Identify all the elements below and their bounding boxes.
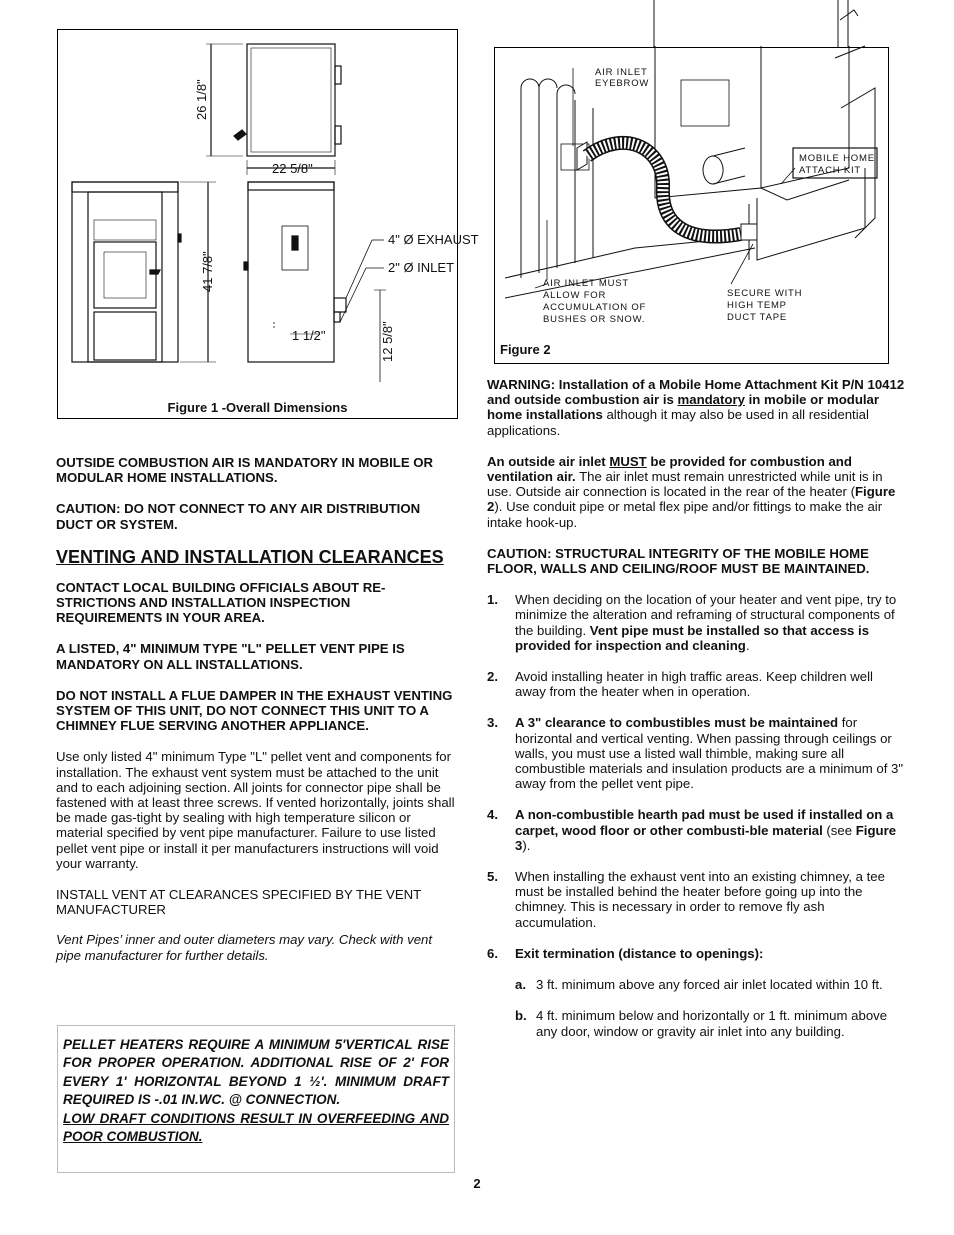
label-allow-2: ALLOW FOR	[543, 290, 607, 301]
figure-1-drawing	[58, 30, 479, 420]
label-allow-4: BUSHES OR SNOW.	[543, 314, 646, 325]
officials-notice: CONTACT LOCAL BUILDING OFFICIALS ABOUT RE-STRICTIONS AND INSTALLATION INSPECTION REQUIREMENTS IN YOUR AREA.	[56, 579, 386, 626]
diameter-note: Vent Pipes’ inner and outer diameters may vary. Check with vent pipe manufacturer for further details.	[56, 932, 433, 963]
label-eyebrow-2: EYEBROW	[595, 78, 650, 89]
dim-offset: 1 1/2"	[292, 328, 326, 343]
mandatory-air-notice: OUTSIDE COMBUSTION AIR IS MANDATORY IN MOBILE OR MODULAR HOME INSTALLATIONS.	[56, 455, 434, 486]
section-heading: VENTING AND INSTALLATION CLEARANCES	[56, 546, 444, 567]
air-inlet-paragraph: An outside air inlet MUST be provided for combustion and ventilation air. The air inlet must remain unrestricted while unit is in use. Outside air connection is located in the rear of the heater (Figure 2). Use conduit pipe or metal flex pipe and/or fittings to make the air intake hook-up.	[487, 453, 896, 530]
label-secure-3: DUCT TAPE	[727, 312, 787, 323]
label-secure-1: SECURE WITH	[727, 288, 803, 299]
sub-list-item: a. 3 ft. minimum above any forced air inlet located within 10 ft.	[515, 977, 883, 993]
dim-front-height: 41 7/8"	[200, 251, 215, 292]
page-number: 2	[473, 1176, 481, 1191]
label-allow-1: AIR INLET MUST	[543, 278, 629, 289]
list-item: 1. When deciding on the location of your heater and vent pipe, try to minimize the alteration and reframing of structural components of the building. Vent pipe must be installed so that access is provided for inspection and cleaning.	[487, 592, 897, 653]
clearance-notice: INSTALL VENT AT CLEARANCES SPECIFIED BY THE VENT MANUFACTURER	[56, 887, 421, 918]
label-secure-2: HIGH TEMP	[727, 300, 787, 311]
vent-pipe-notice: A LISTED, 4" MINIMUM TYPE "L" PELLET VENT PIPE IS MANDATORY ON ALL INSTALLATIONS.	[56, 641, 405, 672]
list-item: 4. A non-combustible hearth pad must be used if installed on a carpet, wood floor or other combusti-ble material (see Figure 3).	[487, 807, 897, 853]
right-column	[487, 377, 905, 1039]
figure-2-drawing	[495, 48, 888, 363]
draft-requirements-box	[57, 1025, 455, 1173]
sub-list-item: b. 4 ft. minimum below and horizontally or 1 ft. minimum above any door, window or gravity air inlet into any building.	[515, 1008, 888, 1039]
duct-caution: CAUTION: DO NOT CONNECT TO ANY AIR DISTRIBUTION DUCT OR SYSTEM.	[56, 501, 421, 532]
label-kit-1: MOBILE HOME	[799, 153, 875, 164]
label-kit-2: ATTACH KIT	[799, 165, 862, 176]
flue-damper-warning: DO NOT INSTALL A FLUE DAMPER IN THE EXHAUST VENTING SYSTEM OF THIS UNIT, DO NOT CONNECT THIS UNIT TO A CHIMNEY FLUE SERVING ANOTHER APPLIANCE.	[56, 687, 453, 734]
label-allow-3: ACCUMULATION OF	[543, 302, 647, 313]
figure-2-caption: Figure 2	[500, 341, 551, 357]
list-item: 6. Exit termination (distance to openings):	[487, 945, 764, 961]
figure-1	[57, 29, 479, 419]
list-item: 3. A 3" clearance to combustibles must be maintained for horizontal and vertical venting. When passing through ceilings or walls, you must use a listed wall thimble, making sure all combustible materials and insulation products are a minimum of 3" away from the pellet vent pipe.	[487, 715, 904, 792]
dim-vent-height: 12 5/8"	[380, 321, 395, 362]
draft-requirement: PELLET HEATERS REQUIRE A MINIMUM 5'VERTICAL RISE FOR PROPER OPERATION. ADDITIONAL RISE OF 2' FOR EVERY 1' HORIZONTAL BEYOND 1 ½'. MINIMUM DRAFT REQUIRED IS -.01 IN.WC. @ CONNECTION.	[63, 1037, 449, 1108]
left-column	[56, 455, 458, 963]
list-item: 2. Avoid installing heater in high traffic areas. Keep children well away from the heater when in operation.	[487, 669, 873, 700]
vent-instructions: Use only listed 4" minimum Type "L" pellet vent and components for installation. The exhaust vent system must be attached to the unit and to each adjoining section. All joints for connector pipe shall be fastened with at least three screws. If vented horizontally, joints shall be made gas-tight by sealing with high temperature silicon or material specified by vent pipe manufacturer. Failure to use listed pellet vent pipe or install it per manufacturers instructions will void your warranty.	[56, 749, 455, 871]
dim-inlet: 2" Ø INLET	[388, 260, 455, 275]
figure-1-caption: Figure 1 -Overall Dimensions	[167, 399, 348, 415]
figure-2-overflow	[640, 0, 930, 48]
figure-2	[494, 47, 889, 364]
dim-top-height: 26 1/8"	[194, 79, 209, 120]
dim-exhaust: 4" Ø EXHAUST	[388, 232, 479, 247]
list-item: 5. When installing the exhaust vent into an existing chimney, a tee must be installed behind the heater before going up into the chimney. This is necessary in order to remove fly ash accumulation.	[487, 869, 885, 930]
dim-width: 22 5/8"	[272, 161, 313, 176]
warning-paragraph: WARNING: Installation of a Mobile Home Attachment Kit P/N 10412 and outside combustion air is mandatory in mobile or modular home installations although it may also be used in all residential applications.	[487, 377, 905, 438]
structural-caution: CAUTION: STRUCTURAL INTEGRITY OF THE MOBILE HOME FLOOR, WALLS AND CEILING/ROOF MUST BE MAINTAINED.	[487, 545, 870, 577]
low-draft-warning: LOW DRAFT CONDITIONS RESULT IN OVERFEEDING AND POOR COMBUSTION.	[63, 1110, 449, 1145]
label-eyebrow-1: AIR INLET	[595, 67, 648, 78]
